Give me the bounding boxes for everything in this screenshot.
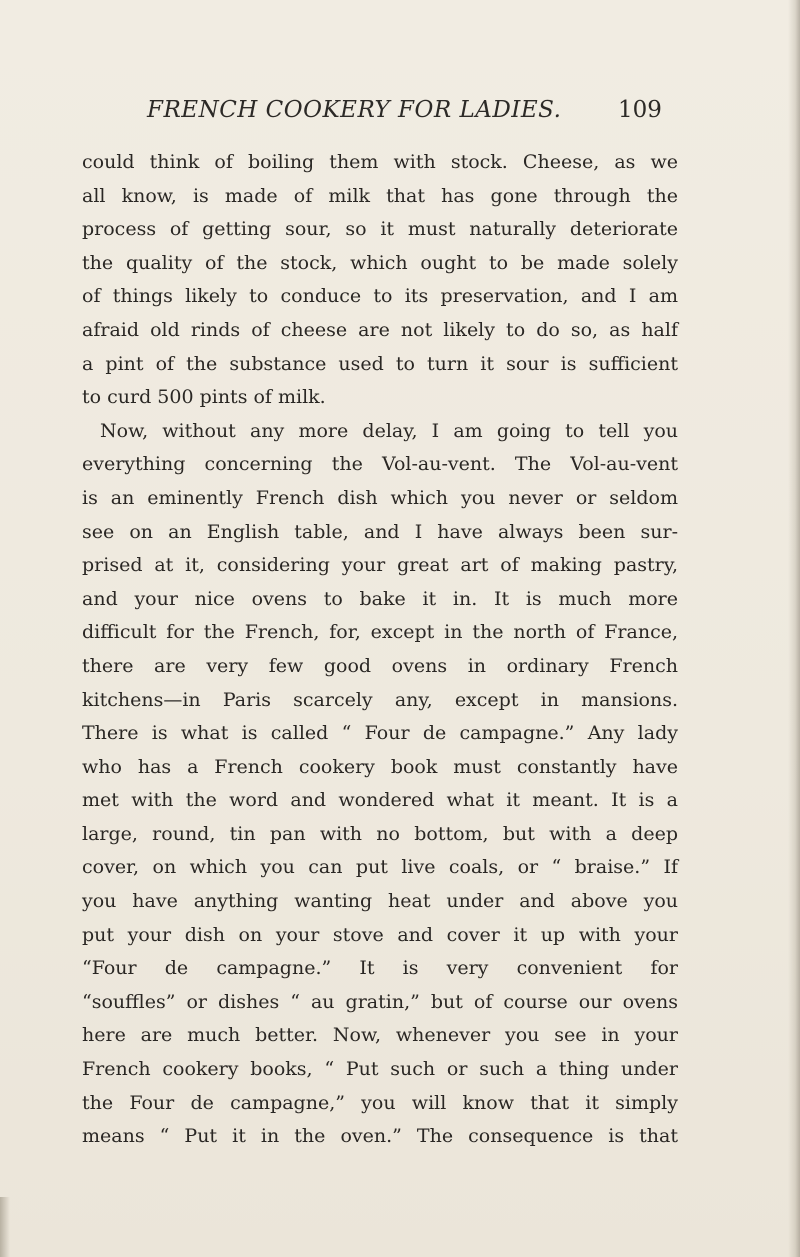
text-line: of things likely to conduce to its preservation, and I am bbox=[82, 285, 678, 308]
text-line: the quality of the stock, which ought to be made solely bbox=[82, 251, 678, 274]
text-line: who has a French cookery book must constantly have bbox=[82, 755, 678, 778]
text-line: you have anything wanting heat under and above you bbox=[82, 890, 678, 913]
text-line: here are much better. Now, whenever you see in your bbox=[82, 1024, 678, 1047]
text-line: see on an English table, and I have always been sur- bbox=[82, 520, 678, 543]
text-line: all know, is made of milk that has gone through the bbox=[82, 184, 678, 207]
page-number: 109 bbox=[618, 97, 662, 123]
text-line: a pint of the substance used to turn it sour is sufficient bbox=[82, 352, 678, 375]
text-line: difficult for the French, for, except in the north of France, bbox=[82, 621, 678, 644]
text-line: met with the word and wondered what it meant. It is a bbox=[82, 789, 678, 812]
text-line: means “ Put it in the oven.” The consequence is that bbox=[82, 1125, 678, 1148]
text-line: everything concerning the Vol-au-vent. The Vol-au-vent bbox=[82, 453, 678, 476]
page-corner-smudge bbox=[0, 1197, 10, 1257]
text-line: “Four de campagne.” It is very convenient for bbox=[82, 957, 678, 980]
text-line: Now, without any more delay, I am going to tell you bbox=[100, 419, 678, 442]
text-line: could think of boiling them with stock. Cheese, as we bbox=[82, 151, 678, 173]
text-line: cover, on which you can put live coals, or “ braise.” If bbox=[82, 856, 678, 879]
text-line: There is what is called “ Four de campagne.” Any lady bbox=[82, 722, 678, 745]
text-line: process of getting sour, so it must naturally deteriorate bbox=[82, 218, 678, 241]
text-line: the Four de campagne,” you will know that it simply bbox=[82, 1091, 678, 1114]
running-head: FRENCH COOKERY FOR LADIES. bbox=[147, 97, 562, 123]
text-line: afraid old rinds of cheese are not likely to do so, as half bbox=[82, 318, 678, 341]
text-line: there are very few good ovens in ordinary French bbox=[82, 654, 678, 677]
text-line: kitchens—in Paris scarcely any, except in mansions. bbox=[82, 688, 678, 711]
text-line: is an eminently French dish which you never or seldom bbox=[82, 486, 678, 509]
text-line: and your nice ovens to bake it in. It is much more bbox=[82, 587, 678, 610]
text-line: prised at it, considering your great art of making pastry, bbox=[82, 554, 678, 577]
text-line: “souffles” or dishes “ au gratin,” but of course our ovens bbox=[82, 990, 678, 1013]
body-text bbox=[82, 146, 678, 1154]
page-edge-shadow bbox=[788, 0, 800, 1257]
text-line: large, round, tin pan with no bottom, but with a deep bbox=[82, 822, 678, 845]
text-line: put your dish on your stove and cover it up with your bbox=[82, 923, 678, 946]
text-line: to curd 500 pints of milk. bbox=[82, 386, 326, 409]
text-line: French cookery books, “ Put such or such a thing under bbox=[82, 1058, 678, 1081]
